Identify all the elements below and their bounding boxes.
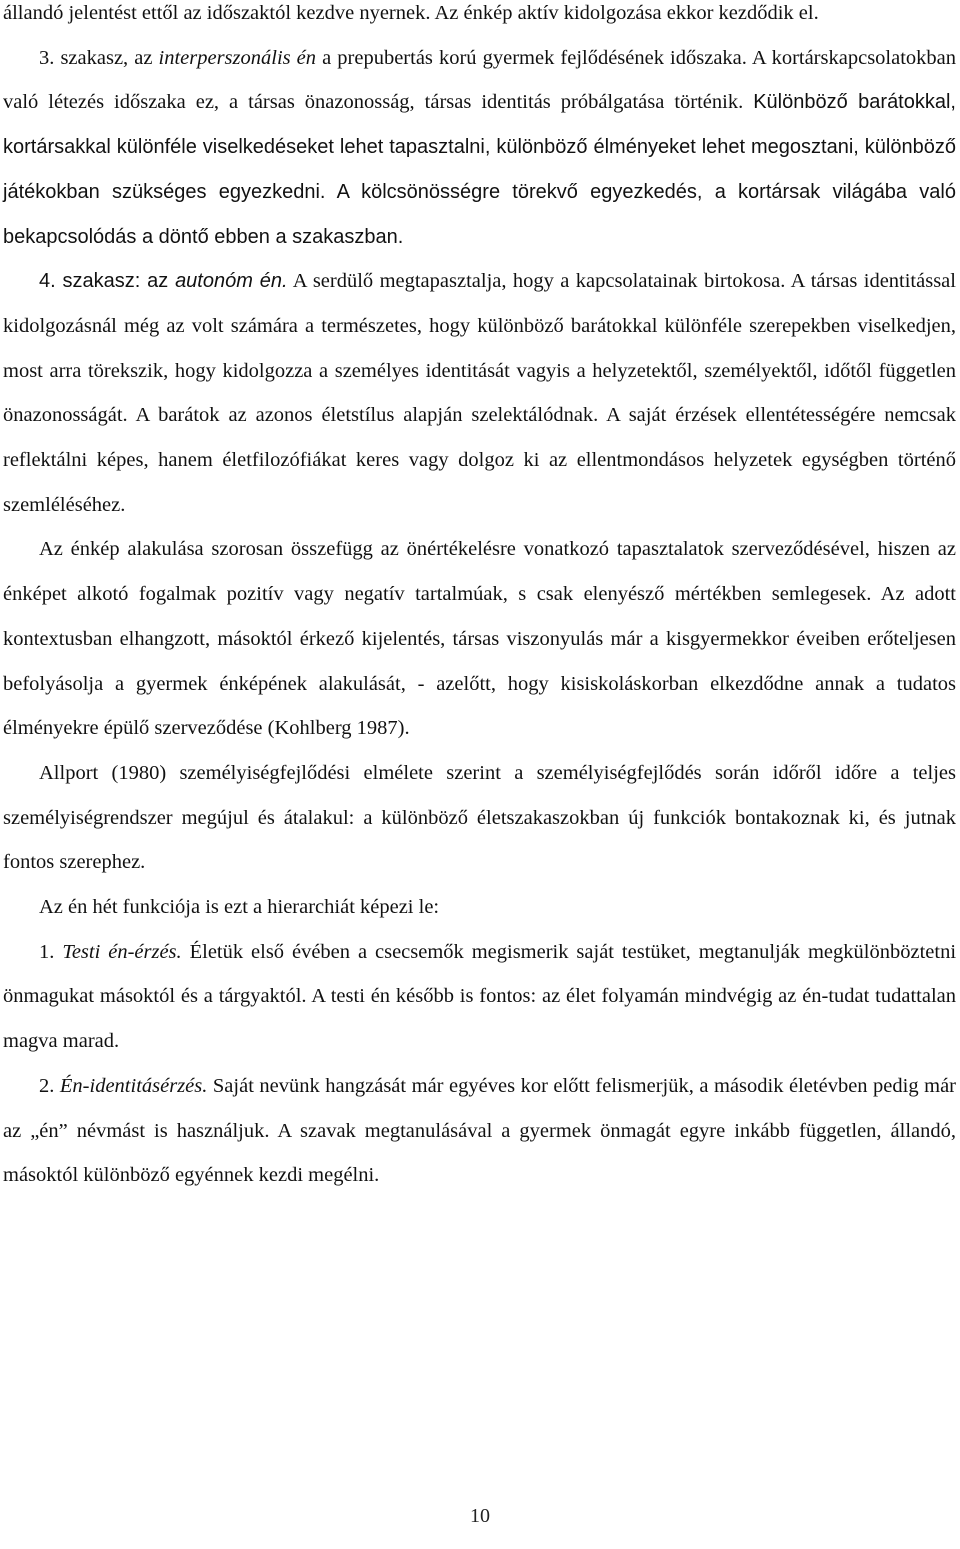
stage-3-term: interperszonális én	[158, 46, 317, 69]
list-item-2	[3, 1064, 956, 1198]
paragraph-text: Allport (1980) személyiségfejlődési elmélete szerint a személyiségfejlődés során időről időre a teljes személyiségrendszer megújul és átalakul: a különböző életszakaszokban új funkciók bontakoznak ki, és jutnak fontos szerephez.	[3, 761, 956, 874]
document-page	[3, 0, 956, 1198]
list-item-2-number: 2.	[39, 1074, 60, 1097]
list-item-2-term: Én-identitásérzés.	[59, 1074, 208, 1097]
paragraph-functions-intro	[3, 885, 956, 930]
list-item-2-text: Saját nevünk hangzását már egyéves kor előtt felismerjük, a második életévben pedig már az „én” névmást is használjuk. A szavak megtanulásával a gyermek önmagát egyre inkább független, állandó, másoktól különböző egyénnek kezdi megélni.	[3, 1074, 956, 1187]
paragraph-text: Az én hét funkciója is ezt a hierarchiát képezi le:	[39, 896, 440, 919]
stage-4-number: 4. szakasz: az	[39, 270, 176, 293]
stage-4-body: A társas identitással kidolgozásnál még az volt számára a természetes, hogy különböző barátokkal különféle szerepekben viselkedjen, most arra törekszik, hogy kidolgozza a személyes identitását vagyis a helyzetektől, személyektől, időtől független önazonosságát. A barátok az azonos életstílus alapján szelektálódnak. A saját érzések ellentétességére nemcsak reflektálni képes, hanem életfilozófiákat keres vagy dolgoz ki az ellentmondásos helyzetek egységben történő szemléléséhez.	[3, 270, 956, 516]
list-item-1-term: Testi én-érzés.	[62, 940, 182, 963]
paragraph-text: állandó jelentést ettől az időszaktól kezdve nyernek. Az énkép aktív kidolgozása ekkor kezdődik el.	[3, 2, 819, 24]
paragraph-text: Az énkép alakulása szorosan összefügg az önértékelésre vonatkozó tapasztalatok szerveződésével, hiszen az énképet alkotó fogalmak pozitív vagy negatív tartalmúak, s csak elenyésző mértékben semlegesek. Az adott kontextusban elhangzott, másoktól érkező kijelentés, társas viszonyulás már a kisgyermekkor éveiben erőteljesen befolyásolja a gyermek énképének alakulását, - azelőtt, hogy kisiskoláskorban elkezdődne annak a tudatos élményekre épülő szerveződése (Kohlberg 1987).	[3, 538, 956, 740]
paragraph-continuation	[3, 0, 956, 36]
stage-3-number: 3. szakasz, az	[39, 46, 159, 69]
page-number: 10	[470, 1505, 490, 1527]
stage-3-text: a prepubertás korú gyermek fejlődésének időszaka. A kortárskapcsolatokban való létezés időszaka ez, a társas önazonosság, társas identitás próbálgatása történik.	[3, 46, 957, 114]
paragraph-allport	[3, 751, 956, 885]
stage-3-text-sans: Különböző barátokkal, kortársakkal különféle viselkedéseket lehet tapasztalni, különböző élményeket lehet megosztani, különböző játékokban szükséges egyezkedni. A kölcsönösségre törekvő egyezkedés, a kortársak világába való bekapcsolódás a döntő ebben a szakaszban.	[3, 91, 956, 248]
paragraph-stage-4	[3, 259, 956, 527]
list-item-1-text: Életük első évében a csecsemők megismerik saját testüket, megtanulják megkülönböztetni önmagukat másoktól és a tárgyaktól. A testi én később is fontos: az élet folyamán mindvégig az én-tudat tudattalan magva marad.	[3, 940, 957, 1053]
list-item-1-number: 1.	[39, 940, 63, 963]
stage-4-term: autonóm én.	[175, 270, 288, 293]
paragraph-stage-3	[3, 36, 956, 260]
paragraph-self-image	[3, 527, 956, 751]
stage-4-text: A serdülő megtapasztalja, hogy a kapcsolatainak birtokosa.	[287, 270, 786, 293]
list-item-1	[3, 930, 956, 1064]
